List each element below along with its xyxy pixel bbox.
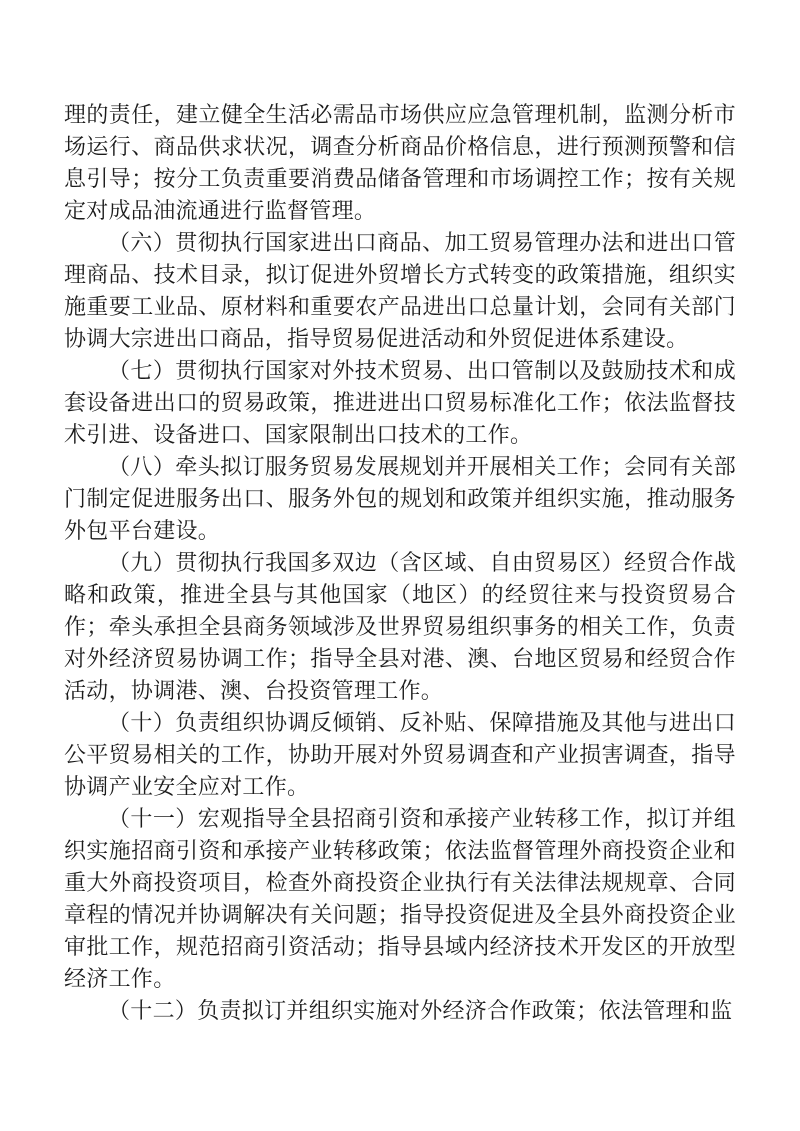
paragraph-item-8: （八）牵头拟订服务贸易发展规划并开展相关工作；会同有关部门制定促进服务出口、服务外包的规划和政策并组织实施，推动服务外包平台建设。: [64, 454, 736, 543]
paragraph-item-10: （十）负责组织协调反倾销、反补贴、保障措施及其他与进出口公平贸易相关的工作，协助开展对外贸易调查和产业损害调查，指导协调产业安全应对工作。: [64, 710, 736, 799]
paragraph-item-12: （十二）负责拟订并组织实施对外经济合作政策；依法管理和监: [108, 998, 733, 1023]
paragraph-item-9: （九）贯彻执行我国多双边（含区域、自由贸易区）经贸合作战略和政策，推进全县与其他国家（地区）的经贸往来与投资贸易合作；牵头承担全县商务领域涉及世界贸易组织事务的相关工作，负责对外经济贸易协调工作；指导全县对港、澳、台地区贸易和经贸合作活动，协调港、澳、台投资管理工作。: [64, 550, 736, 703]
paragraph-item-11: （十一）宏观指导全县招商引资和承接产业转移工作，拟订并组织实施招商引资和承接产业转移政策；依法监督管理外商投资企业和重大外商投资项目，检查外商投资企业执行有关法律法规规章、合同章程的情况并协调解决有关问题；指导投资促进及全县外商投资企业审批工作，规范招商引资活动；指导县域内经济技术开发区的开放型经济工作。: [64, 806, 736, 991]
paragraph-continuation: 理的责任，建立健全生活必需品市场供应应急管理机制，监测分析市场运行、商品供求状况，调查分析商品价格信息，进行预测预警和信息引导；按分工负责重要消费品储备管理和市场调控工作；按有关规定对成品油流通进行监督管理。: [64, 102, 736, 223]
paragraph-item-7: （七）贯彻执行国家对外技术贸易、出口管制以及鼓励技术和成套设备进出口的贸易政策，推进进出口贸易标准化工作；依法监督技术引进、设备进口、国家限制出口技术的工作。: [64, 358, 736, 447]
document-body: [64, 99, 736, 1027]
paragraph-item-6: （六）贯彻执行国家进出口商品、加工贸易管理办法和进出口管理商品、技术目录，拟订促进外贸增长方式转变的政策措施，组织实施重要工业品、原材料和重要农产品进出口总量计划，会同有关部门协调大宗进出口商品，指导贸易促进活动和外贸促进体系建设。: [64, 230, 736, 351]
